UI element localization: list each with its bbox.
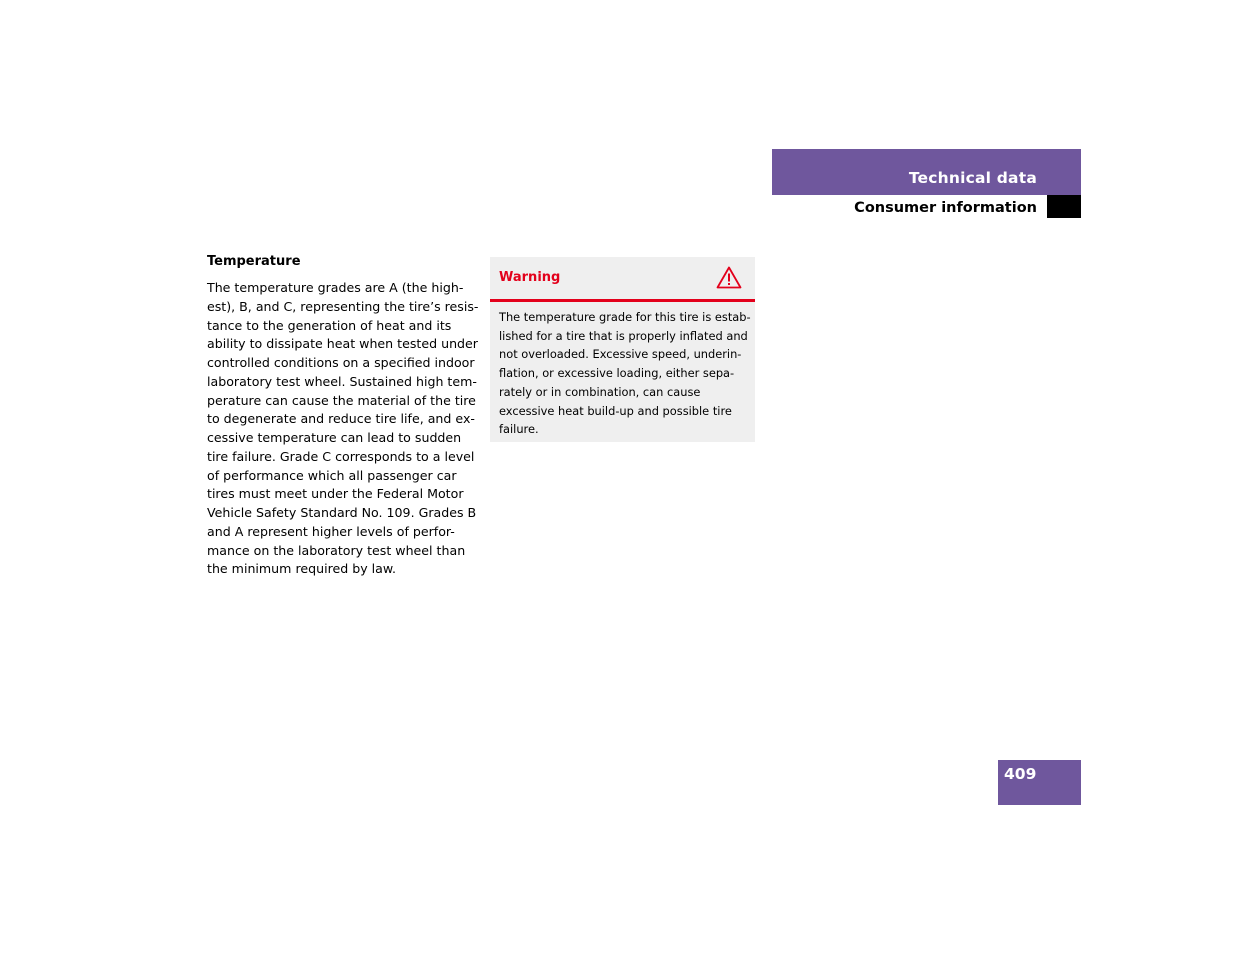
paragraph-line: tire failure. Grade C corresponds to a level [207,448,475,464]
paragraph-line: tance to the generation of heat and its [207,317,452,333]
section-tab-marker [1047,195,1081,218]
body-paragraph [207,279,477,579]
paragraph-line: Vehicle Safety Standard No. 109. Grades B [207,505,477,520]
warning-label: Warning [499,270,561,285]
warning-triangle-icon [716,266,742,289]
paragraph-line: laboratory test wheel. Sustained high tem- [207,373,477,389]
paragraph-line: of performance which all passenger car [207,467,457,483]
warning-line: rately or in combination, can cause [499,384,701,399]
main-text-column [207,253,477,579]
paragraph-line: to degenerate and reduce tire life, and ex- [207,411,475,427]
warning-line: lished for a tire that is properly inflated and [499,328,748,343]
warning-line: failure. [499,422,539,437]
page-number-box [998,760,1081,805]
warning-line: flation, or excessive loading, either sepa- [499,366,735,381]
section-title: Technical data [908,169,1037,187]
section-heading: Temperature [207,254,301,269]
warning-line: excessive heat build-up and possible tire [499,403,732,418]
paragraph-line: mance on the laboratory test wheel than [207,542,466,558]
paragraph-line: cessive temperature can lead to sudden [207,430,462,445]
paragraph-line: the minimum required by law. [207,561,397,577]
subsection-title: Consumer information [854,200,1037,216]
paragraph-line: tires must meet under the Federal Motor [207,486,464,502]
paragraph-line: ability to dissipate heat when tested under [207,336,478,352]
paragraph-line: controlled conditions on a specified indoor [207,355,475,370]
paragraph-line: est), B, and C, representing the tire’s resis- [207,298,479,314]
paragraph-line: perature can cause the material of the tire [207,392,476,408]
paragraph-line: and A represent higher levels of perfor- [207,523,455,539]
warning-line: not overloaded. Excessive speed, underin- [499,347,742,362]
warning-box [490,257,755,442]
page-number: 409 [1004,765,1037,783]
warning-header [490,257,755,302]
paragraph-line: The temperature grades are A (the high- [207,280,464,295]
section-header-band [772,149,1081,195]
warning-line: The temperature grade for this tire is estab- [499,310,751,324]
warning-text [490,302,755,439]
